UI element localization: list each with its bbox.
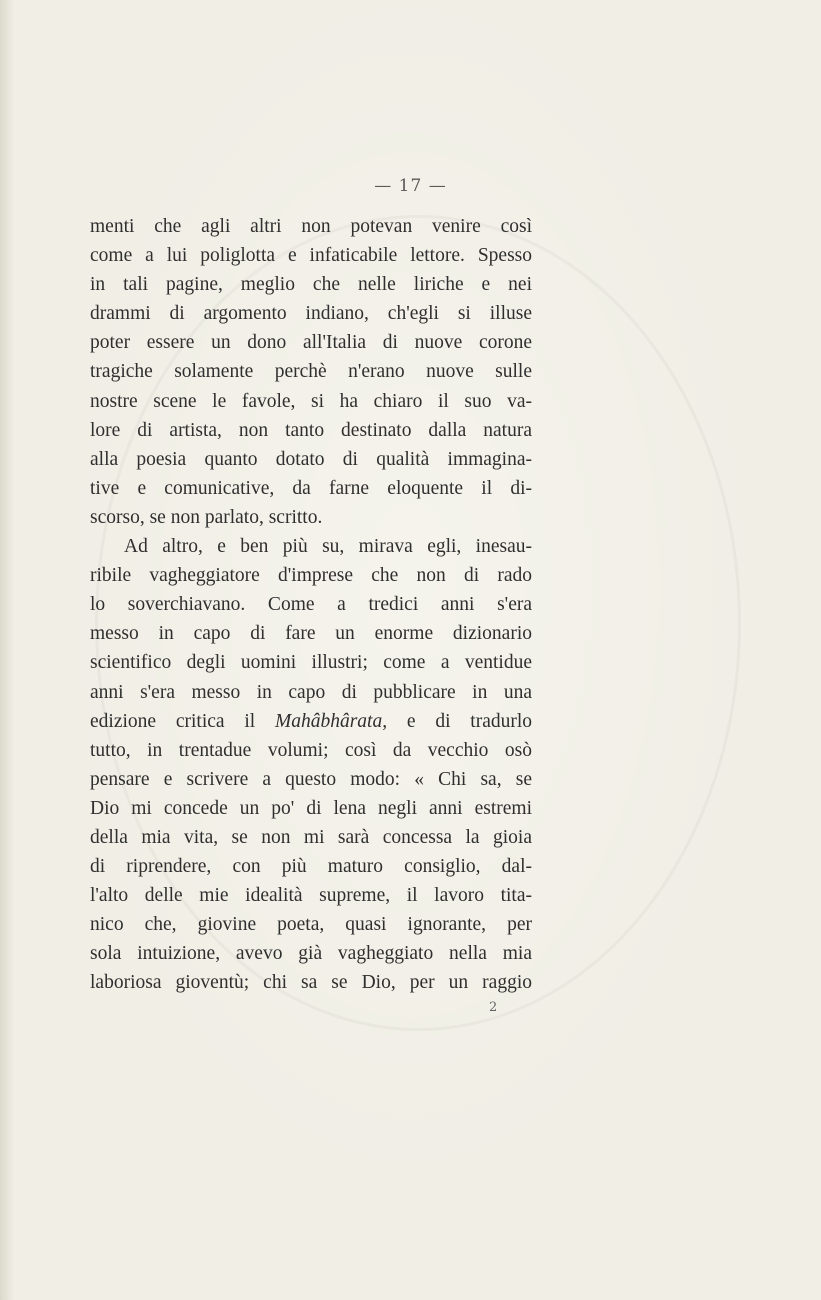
text-line: tutto, in trentadue volumi; così da vecchio osò (90, 739, 532, 761)
text-segment: edizione critica il (90, 710, 256, 732)
paragraph-first-line: Ad altro, e ben più su, mirava egli, inesau- (124, 536, 532, 558)
signature-mark: 2 (489, 1000, 498, 1015)
text-segment: e di tradurlo (406, 710, 533, 732)
text-line: di riprendere, con più maturo consiglio, dal- (90, 856, 532, 878)
text-line: alla poesia quanto dotato di qualità immagina- (90, 448, 532, 470)
text-line: messo in capo di fare un enorme dizionario (90, 623, 532, 645)
text-line: l'alto delle mie idealità supreme, il lavoro tita- (90, 885, 532, 907)
body-text (90, 212, 532, 998)
text-line: come a lui poliglotta e infaticabile lettore. Spesso (90, 245, 532, 267)
text-line-with-title (90, 707, 532, 736)
text-line: drammi di argomento indiano, ch'egli si illuse (90, 303, 532, 325)
text-line: lore di artista, non tanto destinato dalla natura (90, 419, 532, 441)
text-line: tragiche solamente perchè n'erano nuove sulle (90, 361, 532, 383)
text-line: scorso, se non parlato, scritto. (90, 506, 323, 528)
text-line: in tali pagine, meglio che nelle liriche e nei (90, 274, 532, 296)
text-line: nico che, giovine poeta, quasi ignorante, per (90, 914, 532, 936)
book-title-italic: Mahâbhârata, (274, 710, 388, 732)
text-line: sola intuizione, avevo già vagheggiato nella mia (90, 943, 532, 965)
text-line: nostre scene le favole, si ha chiaro il suo va- (90, 390, 532, 412)
text-line: poter essere un dono all'Italia di nuove corone (90, 332, 532, 354)
text-line: laboriosa gioventù; chi sa se Dio, per un raggio (90, 972, 532, 994)
text-line: Dio mi concede un po' di lena negli anni estremi (90, 797, 532, 819)
text-line: menti che agli altri non potevan venire così (90, 216, 532, 237)
text-line: ribile vagheggiatore d'imprese che non di rado (90, 565, 532, 587)
text-line: scientifico degli uomini illustri; come a ventidue (90, 652, 532, 674)
text-line: anni s'era messo in capo di pubblicare in una (90, 681, 532, 703)
text-line: lo soverchiavano. Come a tredici anni s'era (90, 594, 532, 616)
text-line: della mia vita, se non mi sarà concessa la gioia (90, 826, 532, 848)
text-line: pensare e scrivere a questo modo: « Chi sa, se (90, 768, 532, 790)
text-line: tive e comunicative, da farne eloquente il di- (90, 477, 532, 499)
page-number: — 17 — (374, 176, 447, 196)
